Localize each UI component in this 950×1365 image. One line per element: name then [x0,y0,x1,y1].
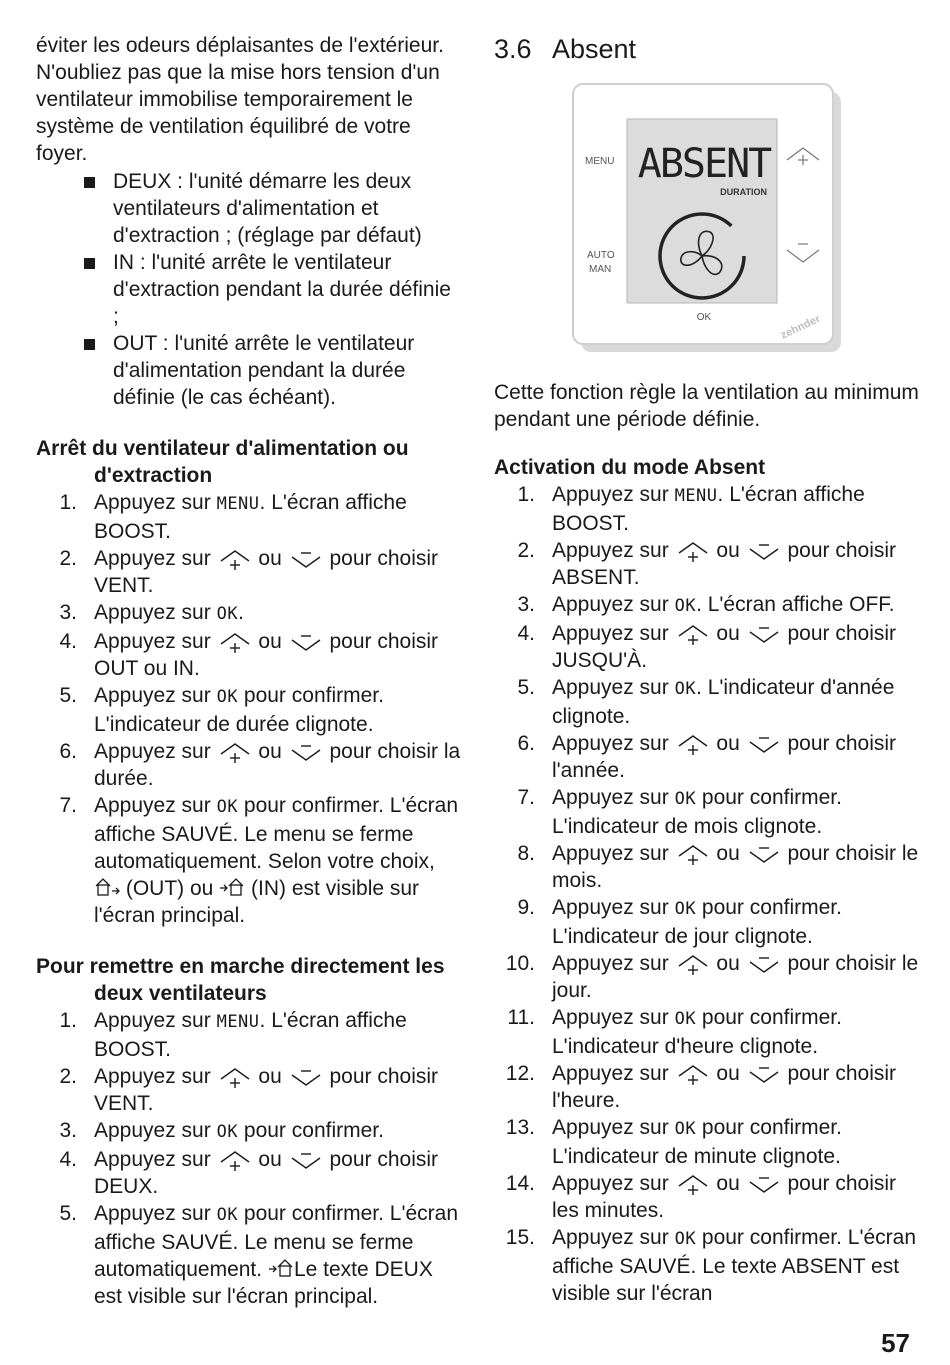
ok-key-label: OK [674,1009,697,1029]
step-number: 5. [517,676,535,699]
down-minus-button-icon [748,952,780,976]
step-text: Appuyez sur [94,1009,217,1032]
step-text: Appuyez sur [552,1172,675,1195]
section-heading-stop-fan: Arrêt du ventilateur d'alimentation ou d'extraction [36,437,409,487]
step-text: . L'écran affiche BOOST. [552,483,865,535]
step-text: Appuyez sur [552,952,675,975]
down-minus-button-icon [748,539,780,563]
step-text: ou [716,1062,746,1085]
intro-paragraph: éviter les odeurs déplaisantes de l'extérieur. N'oubliez pas que la mise hors tension d'un ventilateur immobilise temporairement le système de ventilation équilibré de votre foyer. [36,34,444,165]
auto-button: AUTO [587,250,615,261]
step-text: pour confirmer. L'écran affiche SAUVÉ. Le texte ABSENT est visible sur l'écran [552,1226,917,1305]
step-text: pour choisir l'heure. [552,1062,897,1112]
step-item [494,894,919,950]
up-plus-button-icon [219,740,251,764]
step-text: pour confirmer. L'indicateur d'heure clignote. [552,1006,842,1058]
step-text: (OUT) ou [120,877,220,900]
step-text: (IN) est visible sur l'écran principal. [94,877,420,927]
step-text: ou [258,1065,288,1088]
step-item [494,620,919,674]
lcd-display-text: ABSENT [637,141,771,187]
step-text: Appuyez sur [94,1202,217,1225]
step-item [36,489,461,545]
step-item [494,1224,919,1307]
step-text: pour choisir ABSENT. [552,539,897,589]
step-item [494,1170,919,1224]
bullet-item: IN : l'unité arrête le ventilateur d'extraction pendant la durée définie ; [36,249,461,330]
step-text: pour choisir le mois. [552,842,919,892]
step-number: 2. [59,547,77,570]
step-number: 4. [59,630,77,653]
step-item [494,537,919,591]
step-number: 3. [59,601,77,624]
ok-key-label: OK [674,679,697,699]
step-text: Appuyez sur [552,1062,675,1085]
step-text: Appuyez sur [552,786,675,809]
step-text: pour confirmer. [238,1119,384,1142]
step-text: Appuyez sur [552,842,675,865]
step-number: 6. [59,740,77,763]
step-text: ou [716,732,746,755]
step-text: ou [258,547,288,570]
step-item [494,1114,919,1170]
step-text: pour choisir VENT. [94,547,439,597]
step-text: Appuyez sur [552,1226,675,1249]
ok-key-label: OK [216,797,239,817]
step-item [494,730,919,784]
step-text: Appuyez sur [552,676,675,699]
down-minus-button-icon [748,842,780,866]
step-text: ou [716,1172,746,1195]
step-number: 13. [505,1116,535,1139]
step-item [36,1063,461,1117]
up-plus-button-icon [677,1172,709,1196]
step-text: pour choisir DEUX. [94,1148,439,1198]
step-text: Appuyez sur [94,794,217,817]
up-plus-button-icon [219,1148,251,1172]
step-number: 1. [59,491,77,514]
step-text: Appuyez sur [552,732,675,755]
step-number: 7. [59,794,77,817]
bullet-item: DEUX : l'unité démarre les deux ventilateurs d'alimentation et d'extraction ; (réglage par défaut) [36,168,461,249]
step-item [494,784,919,840]
up-plus-button-icon [677,622,709,646]
step-number: 1. [59,1009,77,1032]
absent-intro-paragraph: Cette fonction règle la ventilation au minimum pendant une période définie. [494,381,919,431]
step-number: 5. [59,1202,77,1225]
step-item [36,545,461,599]
step-number: 2. [59,1065,77,1088]
step-item [494,840,919,894]
bullet-square-icon [84,258,95,269]
down-minus-button-icon [290,740,322,764]
step-number: 4. [517,622,535,645]
step-text: Appuyez sur [94,630,217,653]
step-item [494,1004,919,1060]
fan-mode-list [36,168,461,411]
step-text: Appuyez sur [94,491,217,514]
step-text: Appuyez sur [552,593,675,616]
ok-key-label: OK [216,604,239,624]
step-text: Appuyez sur [94,601,217,624]
control-panel-illustration [571,82,841,352]
section-title [494,32,919,66]
step-item [36,1200,461,1310]
bullet-item: OUT : l'unité arrête le ventilateur d'alimentation pendant la durée définie (le cas échéant). [36,330,461,411]
step-text: ou [716,952,746,975]
step-text: pour choisir VENT. [94,1065,439,1115]
step-text: Appuyez sur [94,684,217,707]
section-heading-activate-absent: Activation du mode Absent [494,456,766,479]
bullet-square-icon [84,339,95,350]
step-text: Appuyez sur [552,483,675,506]
up-plus-button-icon [677,952,709,976]
step-text: ou [258,1148,288,1171]
step-number: 7. [517,786,535,809]
up-plus-button-icon [219,547,251,571]
step-number: 5. [59,684,77,707]
step-text: . L'écran affiche OFF. [696,593,895,616]
step-number: 4. [59,1148,77,1171]
menu-key-label: MENU [216,1012,260,1032]
house-arrow-out-icon [94,876,120,898]
step-number: 12. [505,1062,535,1085]
step-text: . L'écran affiche BOOST. [94,1009,407,1061]
down-minus-button-icon [290,630,322,654]
step-text: Appuyez sur [94,740,217,763]
ok-key-label: OK [674,1229,697,1249]
step-text: . [238,601,244,624]
step-text: ou [716,622,746,645]
up-plus-button-icon [677,732,709,756]
man-button: MAN [589,264,612,275]
menu-key-label: MENU [674,486,718,506]
duration-label: DURATION [720,187,767,197]
step-text: pour confirmer. L'écran affiche SAUVÉ. Le menu se ferme automatiquement. [94,1202,459,1281]
step-number: 14. [505,1172,535,1195]
up-plus-button-icon [677,842,709,866]
ok-key-label: OK [674,899,697,919]
house-arrow-in-icon [268,1257,294,1279]
step-item [36,1007,461,1063]
step-item [36,1117,461,1146]
step-text: pour choisir les minutes. [552,1172,897,1222]
house-arrow-in-icon [219,876,245,898]
step-text: Appuyez sur [552,622,675,645]
step-text: pour confirmer. L'indicateur de mois clignote. [552,786,842,838]
step-text: pour confirmer. L'indicateur de jour clignote. [552,896,842,948]
down-minus-button-icon [748,732,780,756]
section-title-text: Absent [552,34,637,64]
step-item [494,674,919,730]
page-number: 57 [881,1328,910,1358]
step-item [36,1146,461,1200]
ok-key-label: OK [674,789,697,809]
step-text: pour choisir le jour. [552,952,919,1002]
step-text: ou [258,740,288,763]
step-text: Appuyez sur [552,896,675,919]
ok-button: OK [696,312,712,323]
step-text: Appuyez sur [552,539,675,562]
step-item [36,792,461,929]
down-minus-button-icon [290,1065,322,1089]
step-item [36,599,461,628]
step-number: 1. [517,483,535,506]
up-plus-button-icon [677,539,709,563]
step-item [494,1060,919,1114]
step-text: Appuyez sur [94,1119,217,1142]
step-text: . L'écran affiche BOOST. [94,491,407,543]
right-column [494,32,919,1307]
step-text: ou [258,630,288,653]
step-number: 2. [517,539,535,562]
up-plus-button-icon [219,1065,251,1089]
step-text: pour choisir l'année. [552,732,897,782]
menu-button: MENU [585,156,615,167]
step-text: pour choisir la durée. [94,740,461,790]
section-heading-restart-fans: Pour remettre en marche directement les deux ventilateurs [36,955,445,1005]
step-number: 9. [517,896,535,919]
restart-fans-steps [36,1007,461,1310]
step-text: pour confirmer. L'écran affiche SAUVÉ. Le menu se ferme automatiquement. Selon votre choix, [94,794,459,873]
step-number: 15. [505,1226,535,1249]
step-item [494,591,919,620]
up-plus-button-icon [677,1062,709,1086]
step-text: Appuyez sur [552,1116,675,1139]
step-text: Appuyez sur [94,1065,217,1088]
down-minus-button-icon [748,1172,780,1196]
step-text: Appuyez sur [94,1148,217,1171]
step-number: 3. [59,1119,77,1142]
down-minus-button-icon [748,1062,780,1086]
ok-key-label: OK [216,1122,239,1142]
step-number: 8. [517,842,535,865]
step-item [36,628,461,682]
step-number: 10. [505,952,535,975]
step-text: Appuyez sur [552,1006,675,1029]
stop-fan-steps [36,489,461,929]
step-text: Le [293,1258,318,1281]
step-item [36,682,461,738]
step-item [494,950,919,1004]
left-column [36,32,461,1310]
step-text: pour choisir OUT ou IN. [94,630,439,680]
step-item [494,481,919,537]
bullet-square-icon [84,177,95,188]
step-text: ou [716,539,746,562]
up-plus-button-icon [219,630,251,654]
step-text: ou [716,842,746,865]
down-minus-button-icon [290,1148,322,1172]
step-text: . L'indicateur d'année clignote. [552,676,895,728]
down-minus-button-icon [290,547,322,571]
ok-key-label: OK [674,596,697,616]
step-text: Appuyez sur [94,547,217,570]
ok-key-label: OK [216,687,239,707]
step-text: pour choisir JUSQU'À. [552,622,897,672]
step-text: pour confirmer. L'indicateur de minute clignote. [552,1116,842,1168]
brand-logo: zehnder [778,312,823,342]
step-text: texte DEUX est visible sur l'écran principal. [94,1258,433,1308]
step-number: 6. [517,732,535,755]
step-text: pour confirmer. L'indicateur de durée clignote. [94,684,384,736]
ok-key-label: OK [216,1205,239,1225]
ok-key-label: OK [674,1119,697,1139]
step-number: 11. [507,1006,535,1029]
down-minus-button-icon [748,622,780,646]
section-number: 3.6 [494,34,532,64]
activate-absent-steps [494,481,919,1307]
step-item [36,738,461,792]
menu-key-label: MENU [216,494,260,514]
step-number: 3. [517,593,535,616]
